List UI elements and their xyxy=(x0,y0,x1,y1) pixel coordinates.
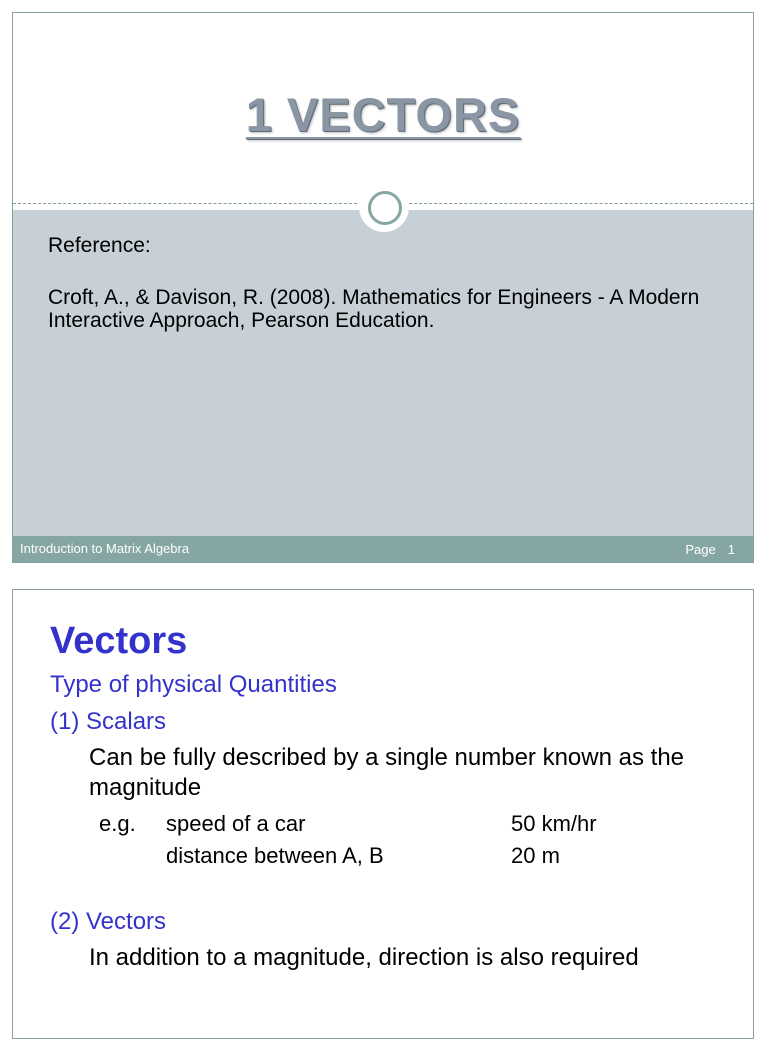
slide-body xyxy=(13,210,753,536)
footer-page-number: 1 xyxy=(727,542,735,557)
example-value: 50 km/hr xyxy=(511,811,597,836)
reference-text: Croft, A., & Davison, R. (2008). Mathematics for Engineers - A Modern Interactive Approach, Pearson Education. xyxy=(48,286,700,332)
example-item: speed of a car xyxy=(166,811,306,836)
example-label: e.g. xyxy=(99,811,136,836)
example-item: distance between A, B xyxy=(166,843,384,868)
reference-label: Reference: xyxy=(48,234,151,257)
footer-course-title: Introduction to Matrix Algebra xyxy=(20,541,190,556)
circle-ring-icon xyxy=(368,191,402,225)
scalars-heading: (1) Scalars xyxy=(50,708,167,735)
slide-subtitle: Type of physical Quantities xyxy=(50,671,337,698)
footer-page-label: Page xyxy=(685,542,716,557)
vectors-heading: (2) Vectors xyxy=(50,908,167,935)
slide-title: 1 VECTORS xyxy=(245,88,521,141)
slide-2 xyxy=(12,589,754,1039)
scalars-description: Can be fully described by a single number known as the magnitude xyxy=(89,744,685,801)
vectors-description: In addition to a magnitude, direction is also required xyxy=(89,944,639,971)
slide-title: Vectors xyxy=(50,620,188,662)
slide-1 xyxy=(12,12,754,563)
slide-footer xyxy=(13,536,753,563)
footer-page xyxy=(685,542,735,557)
example-value: 20 m xyxy=(511,843,560,868)
